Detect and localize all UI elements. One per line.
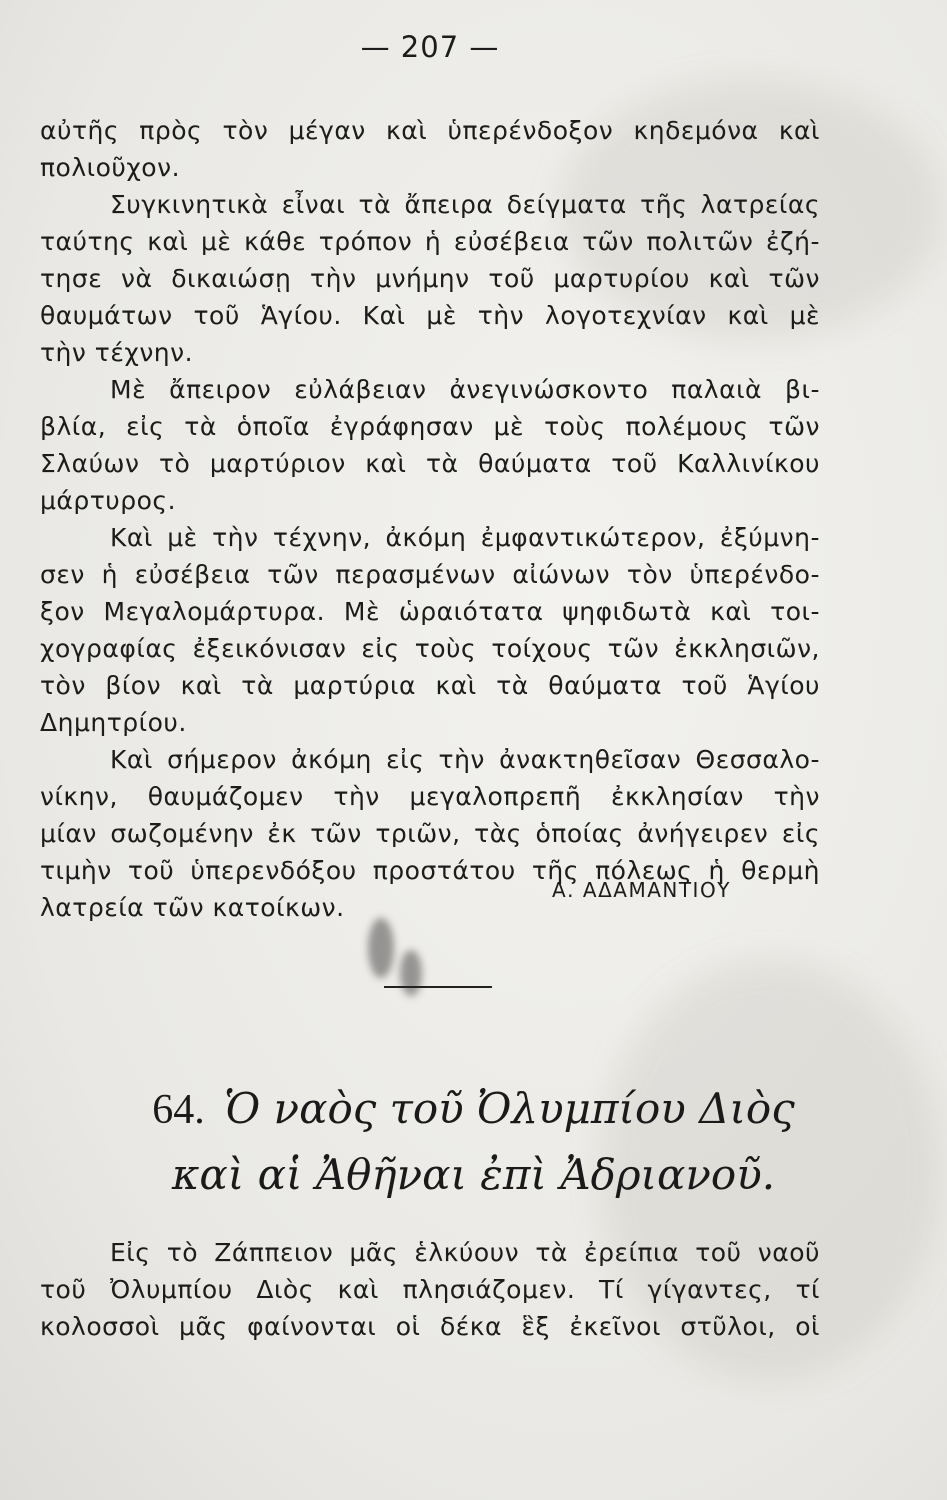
text-line: θαυμάτων τοῦ Ἁγίου. Καὶ μὲ τὴν λογοτεχνίαν καὶ μὲ xyxy=(40,301,820,330)
chapter-title-line-2: καὶ αἱ Ἀθῆναι ἐπὶ Ἀδριανοῦ. xyxy=(171,1150,776,1199)
text-line: πολιοῦχον. xyxy=(40,153,181,182)
text-line: Σλαύων τὸ μαρτύριον καὶ τὰ θαύματα τοῦ Καλλινίκου xyxy=(40,449,820,478)
paragraph xyxy=(40,371,820,519)
text-line: ξον Μεγαλομάρτυρα. Μὲ ὡραιότατα ψηφιδωτὰ καὶ τοι- xyxy=(40,597,820,626)
text-line: αὐτῆς πρὸς τὸν μέγαν καὶ ὑπερένδοξον κηδεμόνα καὶ xyxy=(40,116,820,145)
paragraph xyxy=(40,519,820,741)
chapter-heading-line-2 xyxy=(0,1146,947,1204)
paragraph xyxy=(40,1234,820,1345)
author-signature: Α. ΑΔΑΜΑΝΤΙΟΥ xyxy=(552,878,731,902)
text-line: τησε νὰ δικαιώσῃ τὴν μνήμην τοῦ μαρτυρίου καὶ τῶν xyxy=(40,264,820,293)
text-line: Μὲ ἄπειρον εὐλάβειαν ἀνεγινώσκοντο παλαιὰ βι- xyxy=(110,375,820,404)
text-line: μίαν σωζομένην ἐκ τῶν τριῶν, τὰς ὁποίας ἀνήγειρεν εἰς xyxy=(40,819,820,848)
page-number: — 207 — xyxy=(360,30,500,64)
text-line: τιμὴν τοῦ ὑπερενδόξου προστάτου τῆς πόλεως ἡ θερμὴ xyxy=(40,856,820,885)
chapter-heading xyxy=(0,1080,947,1139)
chapter-number: 64. xyxy=(152,1087,205,1133)
section-divider xyxy=(384,986,492,988)
text-line: λατρεία τῶν κατοίκων. xyxy=(40,893,345,922)
body-text-bottom xyxy=(40,1234,820,1345)
text-line: νίκην, θαυμάζομεν τὴν μεγαλοπρεπῆ ἐκκλησίαν τὴν xyxy=(40,782,820,811)
text-line: Συγκινητικὰ εἶναι τὰ ἄπειρα δείγματα τῆς λατρείας xyxy=(110,190,820,219)
text-line: χογραφίας ἐξεικόνισαν εἰς τοὺς τοίχους τῶν ἐκκλησιῶν, xyxy=(40,634,820,663)
text-line: κολοσσοὶ μᾶς φαίνονται οἱ δέκα ἓξ ἐκεῖνοι στῦλοι, οἱ xyxy=(40,1312,820,1341)
text-line: τὸν βίον καὶ τὰ μαρτύρια καὶ τὰ θαύματα τοῦ Ἁγίου xyxy=(40,671,820,700)
text-line: τὴν τέχνην. xyxy=(40,338,194,367)
text-line: σεν ἡ εὐσέβεια τῶν περασμένων αἰώνων τὸν ὑπερένδο- xyxy=(40,560,820,589)
text-line: βλία, εἰς τὰ ὁποῖα ἐγράφησαν μὲ τοὺς πολέμους τῶν xyxy=(40,412,820,441)
ink-smudge xyxy=(368,918,394,978)
text-line: τοῦ Ὀλυμπίου Διὸς καὶ πλησιάζομεν. Τί γίγαντες, τί xyxy=(40,1275,820,1304)
text-line: Καὶ μὲ τὴν τέχνην, ἀκόμη ἐμφαντικώτερον, ἐξύμνη- xyxy=(110,523,820,552)
text-line: Εἰς τὸ Ζάππειον μᾶς ἑλκύουν τὰ ἐρείπια τοῦ ναοῦ xyxy=(110,1238,820,1267)
paragraph xyxy=(40,186,820,371)
text-line: Δημητρίου. xyxy=(40,708,187,737)
text-line: ταύτης καὶ μὲ κάθε τρόπον ἡ εὐσέβεια τῶν πολιτῶν ἐζή- xyxy=(40,227,820,256)
body-text-top xyxy=(40,112,820,926)
text-line: μάρτυρος. xyxy=(40,486,177,515)
paragraph xyxy=(40,112,820,186)
chapter-title-line-1: Ὁ ναὸς τοῦ Ὀλυμπίου Διὸς xyxy=(224,1084,795,1133)
ink-smudge xyxy=(400,950,422,996)
text-line: Καὶ σήμερον ἀκόμη εἰς τὴν ἀνακτηθεῖσαν Θεσσαλο- xyxy=(110,745,820,774)
